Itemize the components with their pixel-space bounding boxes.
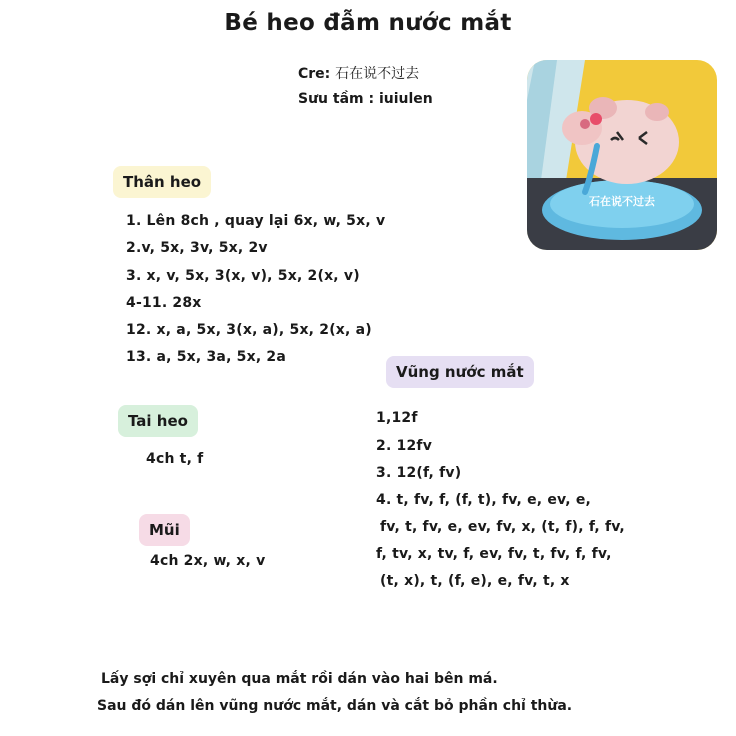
puddle-step-2: 2. 12fv <box>376 438 433 454</box>
puddle-step-3: 3. 12(f, fv) <box>376 465 462 481</box>
amigurumi-photo <box>527 60 717 250</box>
photo-watermark: 石在说不过去 <box>589 195 655 208</box>
ear-step-1: 4ch t, f <box>146 451 204 467</box>
puddle-step-4: 4. t, fv, f, (f, t), fv, e, ev, e, <box>376 492 592 508</box>
credit-label: Cre: <box>298 66 331 82</box>
collector-value: iuiulen <box>378 91 433 107</box>
body-step-4: 4-11. 28x <box>126 295 202 311</box>
body-step-1: 1. Lên 8ch , quay lại 6x, w, 5x, v <box>126 213 386 229</box>
collector-line <box>298 91 433 107</box>
page-title: Bé heo đẫm nước mắt <box>224 10 512 36</box>
body-step-5: 12. x, a, 5x, 3(x, a), 5x, 2(x, a) <box>126 322 372 338</box>
pig-photo-illustration <box>527 60 717 250</box>
section-nose-label: Mũi <box>139 514 190 546</box>
nose-step-1: 4ch 2x, w, x, v <box>150 553 266 569</box>
puddle-step-4-cont-1: fv, t, fv, e, ev, fv, x, (t, f), f, fv, <box>380 519 625 535</box>
puddle-step-4-cont-3: (t, x), t, (f, e), e, fv, t, x <box>380 573 570 589</box>
note-line-1: Lấy sợi chỉ xuyên qua mắt rồi dán vào hai bên má. <box>101 671 498 687</box>
credit-value: 石在说不过去 <box>335 66 420 82</box>
body-step-3: 3. x, v, 5x, 3(x, v), 5x, 2(x, v) <box>126 268 360 284</box>
section-puddle-label: Vũng nước mắt <box>386 356 534 388</box>
puddle-step-4-cont-2: f, tv, x, tv, f, ev, fv, t, fv, f, fv, <box>376 546 612 562</box>
puddle-step-1: 1,12f <box>376 410 418 426</box>
body-step-2: 2.v, 5x, 3v, 5x, 2v <box>126 240 268 256</box>
credit-line <box>298 63 419 83</box>
section-body-label: Thân heo <box>113 166 211 198</box>
section-ear-label: Tai heo <box>118 405 198 437</box>
body-step-6: 13. a, 5x, 3a, 5x, 2a <box>126 349 287 365</box>
note-line-2: Sau đó dán lên vũng nước mắt, dán và cắt bỏ phần chỉ thừa. <box>97 698 573 714</box>
collector-label: Sưu tầm : <box>298 91 375 107</box>
